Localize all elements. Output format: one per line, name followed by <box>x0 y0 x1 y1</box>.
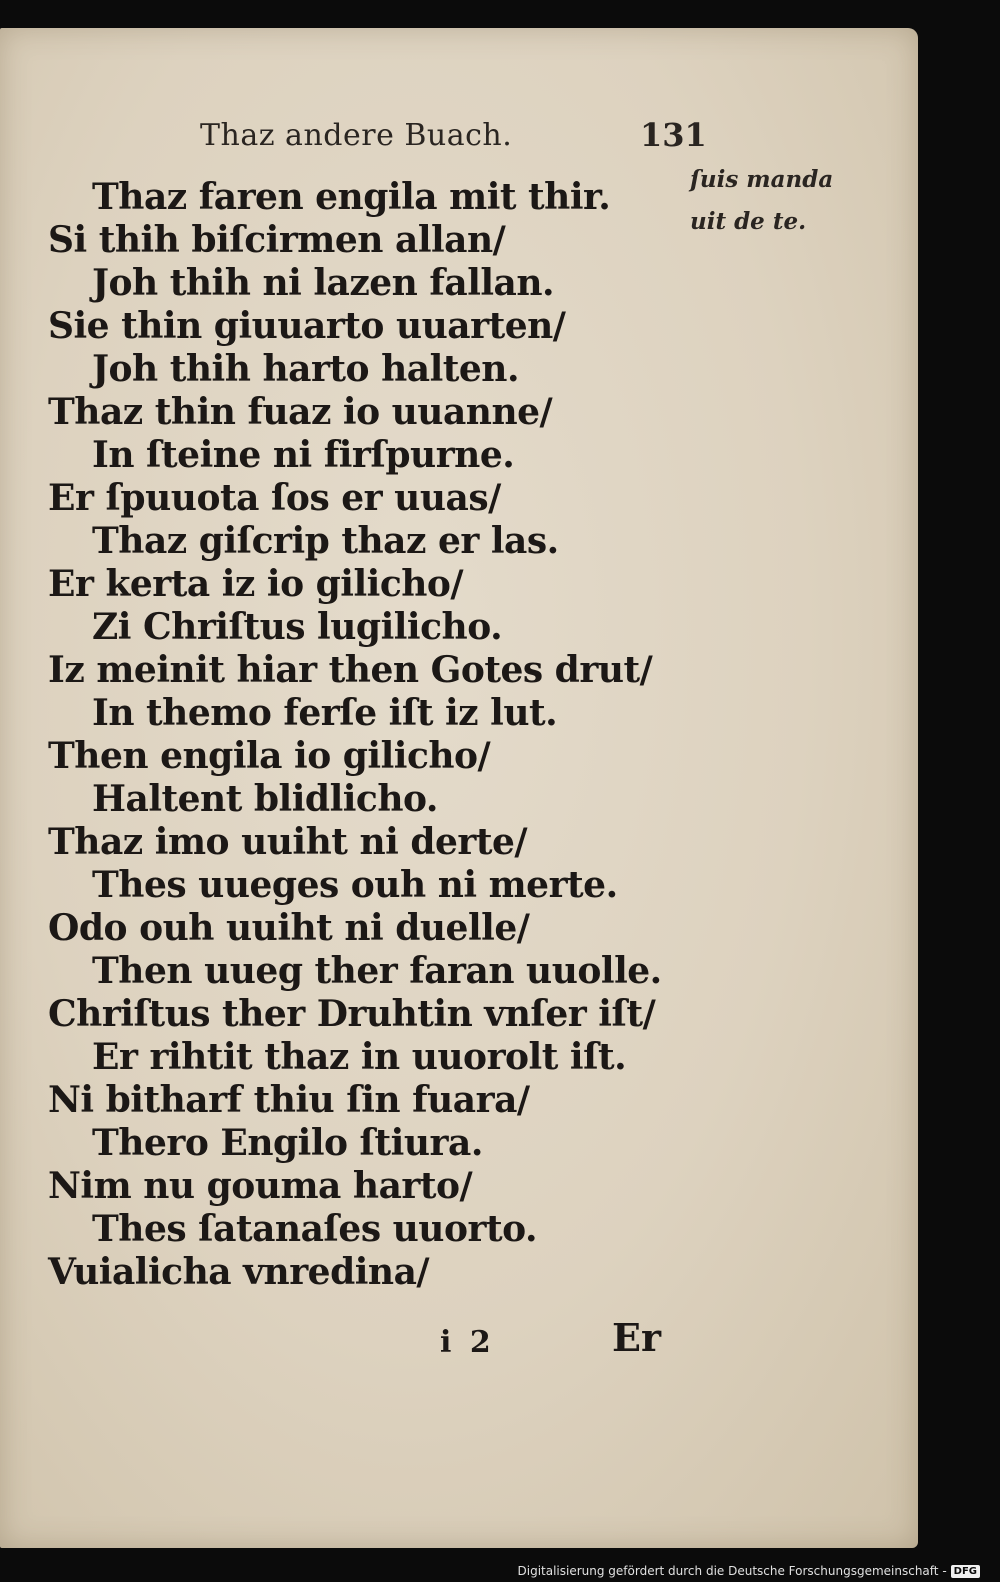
dfg-logo-icon: DFG <box>951 1565 980 1578</box>
book-page <box>0 28 918 1548</box>
verse-line: Thaz thin fuaz io uuanne/ <box>48 391 553 433</box>
margin-note-1: ſuis manda <box>690 166 834 193</box>
verse-line: Er ſpuuota ſos er uuas/ <box>48 477 501 519</box>
verse-line: Iz meinit hiar then Gotes drut/ <box>48 649 653 691</box>
verse-line: Thes uueges ouh ni merte. <box>92 864 618 906</box>
verse-line: Nim nu gouma harto/ <box>48 1165 473 1207</box>
running-title: Thaz andere Buach. <box>200 118 513 153</box>
verse-line: Er kerta iz io gilicho/ <box>48 563 464 605</box>
verse-line: Thaz giſcrip thaz er las. <box>92 520 559 562</box>
margin-note-2: uit de te. <box>690 208 807 235</box>
verse-line: Zi Chriſtus lugilicho. <box>92 606 503 648</box>
catchword: Er <box>612 1315 661 1360</box>
verse-line: Er rihtit thaz in uuorolt iſt. <box>92 1036 627 1078</box>
signature-mark: i 2 <box>440 1325 495 1360</box>
verse-line: Thes ſatanaſes uuorto. <box>92 1208 537 1250</box>
verse-line: Sie thin giuuarto uuarten/ <box>48 305 566 347</box>
verse-line: Then uueg ther faran uuolle. <box>92 950 662 992</box>
digitization-credit <box>518 1564 981 1578</box>
verse-line: Thaz faren engila mit thir. <box>92 176 611 218</box>
verse-line: Then engila io gilicho/ <box>48 735 491 777</box>
verse-line: Joh thih harto halten. <box>92 348 519 390</box>
verse-line: Thaz imo uuiht ni derte/ <box>48 821 528 863</box>
verse-line: Joh thih ni lazen fallan. <box>92 262 555 304</box>
page-number: 131 <box>640 116 707 154</box>
verse-line: Thero Engilo ſtiura. <box>92 1122 483 1164</box>
verse-line: Ni bitharf thiu ſin fuara/ <box>48 1079 530 1121</box>
credit-text: Digitalisierung gefördert durch die Deutsche Forschungsgemeinschaft - <box>517 1564 947 1578</box>
verse-line: Vuialicha vnredina/ <box>48 1251 430 1293</box>
verse-line: Chriſtus ther Druhtin vnſer iſt/ <box>48 993 656 1035</box>
verse-line: In ſteine ni firſpurne. <box>92 434 515 476</box>
verse-line: Haltent blidlicho. <box>92 778 438 820</box>
verse-line: In themo ferſe iſt iz lut. <box>92 692 558 734</box>
verse-line: Si thih biſcirmen allan/ <box>48 219 506 261</box>
verse-line: Odo ouh uuiht ni duelle/ <box>48 907 530 949</box>
